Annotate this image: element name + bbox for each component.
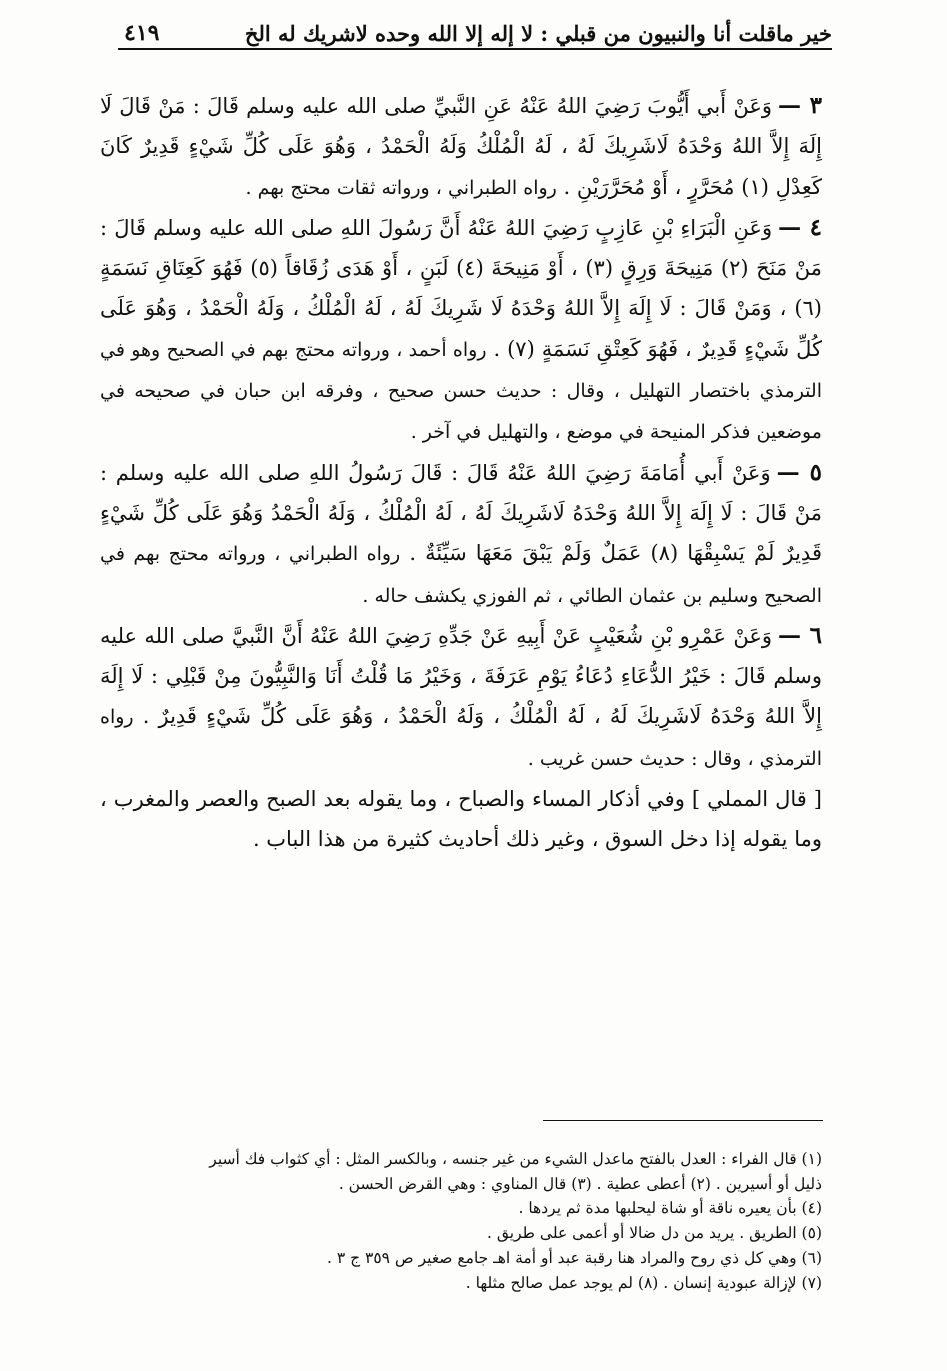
commentary: [ قال المملي ] وفي أذكار المساء والصباح ، وما يقوله بعد الصبح والعصر والمغرب ، وما يقوله إذا دخل السوق ، وغير ذلك أحاديث كثيرة من هذا الباب .	[100, 787, 822, 852]
running-title: خير ماقلت أنا والنبيون من قبلي : لا إله إلا الله وحده لاشريك له الخ	[244, 21, 832, 46]
hadith-6	[100, 616, 822, 779]
footnote-line: (٦) وهي كل ذي روح والمراد هنا رقبة عبد أو أمة اهـ جامع صغير ص ٣٥٩ ج ٣ .	[326, 1248, 822, 1267]
hadith-4	[100, 208, 822, 453]
page-header	[120, 6, 832, 46]
footnote-line: (٤) بأن يعيره ناقة أو شاة ليحلبها مدة ثم يردها .	[518, 1199, 822, 1218]
hadith-number: ٣ —	[778, 92, 822, 119]
footnotes	[100, 1147, 822, 1295]
footnote-line: (٥) الطريق . يريد من دل ضالا أو أعمى على طريق .	[487, 1224, 822, 1243]
footnote-line: (١) قال الفراء : العدل بالفتح ماعدل الشيء من غير جنسه ، وبالكسر المثل : أي كثواب فك أسير	[209, 1150, 822, 1168]
page-number: ٤١٩	[124, 20, 160, 46]
hadith-5	[100, 453, 822, 616]
hadith-reference: رواه الطبراني ، ورواته محتج بهم في الصحيح وسليم بن عثمان الطائي ، ثم الفوزي يكشف حاله .	[100, 543, 822, 607]
hadith-number: ٤ —	[778, 213, 823, 241]
hadith-text: وَعَنِ الْبَرَاءِ بْنِ عَازِبٍ رَضِيَ اللهُ عَنْهُ أَنَّ رَسُولَ اللهِ صلى الله عليه وسلم قَالَ : مَنْ مَنَحَ (٢) مَنِيحَةَ وَرِقٍ (٣) ، أَوْ مَنِيحَةَ (٤) لَبَنٍ ، أَوْ هَدَى زُقَاقاً (٥) فَهُوَ كَعِتَاقِ نَسَمَةٍ (٦) ، وَمَنْ قَالَ : لَا إِلَهَ إِلاَّ اللهُ وَحْدَهُ لَا شَرِيكَ لَهُ ، لَهُ الْمُلْكُ ، وَلَهُ الْحَمْدُ ، وَهُوَ عَلَى كُلِّ شَيْءٍ قَدِيرٌ ، فَهُوَ كَعِتْقِ نَسَمَةٍ (٧) .	[100, 215, 823, 361]
hadith-reference: رواه الترمذي ، وقال : حديث حسن غريب .	[100, 706, 822, 770]
hadith-text: وَعَنْ أَبي أُمَامَةَ رَضِيَ اللهُ عَنْهُ قَالَ : قَالَ رَسُولُ اللهِ صلى الله عليه وسلم : مَنْ قَالَ : لَا إِلَهَ إِلاَّ اللهُ وَحْدَهُ لَاشَرِيكَ لَهُ ، لَهُ الْمُلْكُ ، وَلَهُ الْحَمْدُ وَهُوَ عَلَى كُلِّ شَيْءٍ قَدِيرٌ لَمْ يَسْبِقْهَا (٨) عَمَلٌ وَلَمْ يَبْقَ مَعَهَا سَيِّئَةٌ .	[100, 460, 822, 566]
main-text	[100, 86, 822, 860]
hadith-number: ٥ —	[776, 458, 822, 486]
hadith-reference: رواه أحمد ، ورواته محتج بهم في الصحيح وهو في الترمذي باختصار التهليل ، وقال : حديث حسن صحيح ، وفرقه ابن حبان في صحيحه في موضعين فذكر المنيحة في موضع ، والتهليل في آخر .	[100, 338, 822, 444]
header-rule	[118, 48, 832, 50]
hadith-text: وَعَنْ أَبي أَيُّوبَ رَضِيَ اللهُ عَنْهُ عَنِ النَّبيِّ صلى الله عليه وسلم قَالَ : مَنْ قَالَ لَا إِلَهَ إِلاَّ اللهُ وَحْدَهُ لَاشَرِيكَ لَهُ ، لَهُ الْمُلْكُ وَلَهُ الْحَمْدُ ، وَهُوَ عَلَى كُلِّ شَيْءٍ قَدِيرٌ كَانَ كَعِدْلِ (١) مُحَرَّرٍ ، أَوْ مُحَرَّرَيْنِ .	[100, 94, 822, 199]
hadith-number: ٦ —	[777, 621, 822, 649]
footnote-line: (٧) لإزالة عبودية إنسان . (٨) لم يوجد عمل صالح مثلها .	[465, 1273, 822, 1292]
footnote-line: ذليل أو أسيرين . (٢) أعطى عطية . (٣) قال المناوي : وهي القرض الحسن .	[338, 1174, 822, 1193]
footnote-rule	[543, 1120, 823, 1121]
hadith-reference: رواه الطبراني ، ورواته ثقات محتج بهم .	[245, 176, 557, 199]
hadith-3	[100, 86, 822, 208]
hadith-text: وَعَنْ عَمْرِو بْنِ شُعَيْبٍ عَنْ أَبِيهِ عَنْ جَدِّهِ رَضِيَ اللهُ عَنْهُ أَنَّ النَّبيَّ صلى الله عليه وسلم قَالَ : خَيْرُ الدُّعَاءِ دُعَاءُ يَوْمِ عَرَفَةَ ، وَخَيْرُ مَا قُلْتُ أَنَا وَالنَّبِيُّونَ مِنْ قَبْلِي : لَا إِلَهَ إِلاَّ اللهُ وَحْدَهُ لَاشَرِيكَ لَهُ ، لَهُ الْمُلْكُ ، وَلَهُ الْحَمْدُ ، وَهُوَ عَلَى كُلِّ شَيْءٍ قَدِيرٌ .	[100, 623, 822, 729]
